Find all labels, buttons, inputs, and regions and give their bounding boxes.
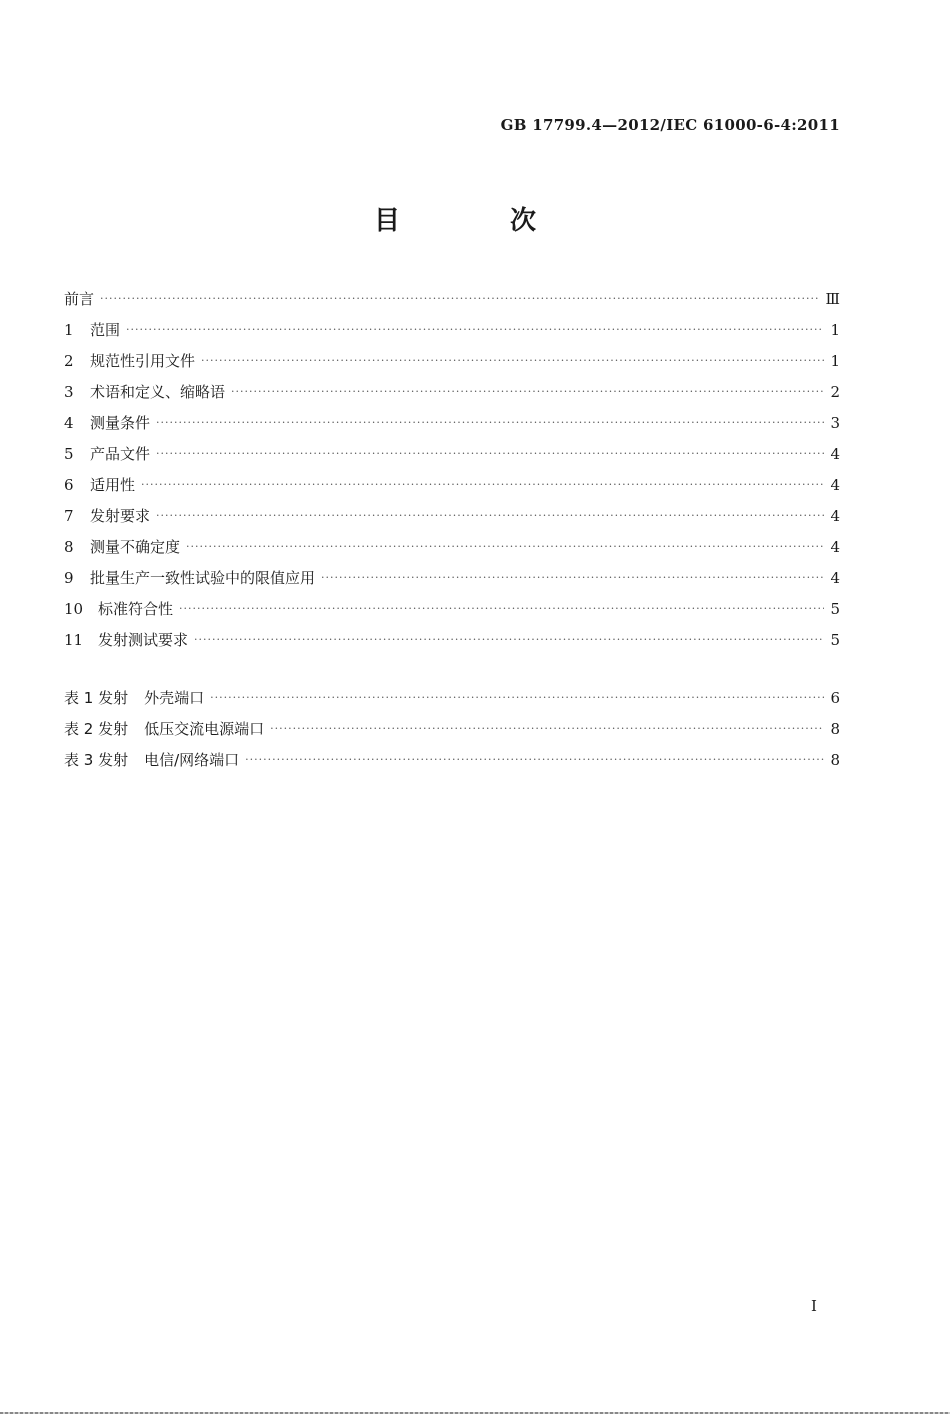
dot-leader	[126, 323, 824, 336]
dot-leader	[210, 691, 824, 704]
toc-table-entry-1[interactable]	[64, 687, 840, 718]
toc-entry-label: 前言	[64, 290, 95, 308]
toc-entry-page: 4	[830, 507, 840, 525]
toc-entry-number: 2	[64, 352, 74, 370]
toc-entry-label: 术语和定义、缩略语	[90, 383, 226, 401]
dot-leader	[179, 602, 824, 615]
toc-entry-page: 5	[830, 600, 840, 618]
table-prefix: 表 2 发射	[64, 720, 129, 738]
toc-entry-page: Ⅲ	[825, 290, 840, 308]
toc-entry-7[interactable]	[64, 505, 840, 536]
standard-code-header: GB 17799.4—2012/IEC 61000-6-4:2011	[500, 116, 840, 134]
toc-entry-page: 3	[830, 414, 840, 432]
page-number: I	[811, 1297, 817, 1315]
toc-entry-11[interactable]	[64, 629, 840, 660]
toc-list	[64, 288, 840, 660]
toc-entry-label: 发射要求	[90, 507, 151, 525]
toc-entry-page: 4	[830, 538, 840, 556]
toc-entry-4[interactable]	[64, 412, 840, 443]
toc-entry-label: 产品文件	[90, 445, 151, 463]
toc-entry-3[interactable]	[64, 381, 840, 412]
toc-entry-10[interactable]	[64, 598, 840, 629]
toc-entry-number: 8	[64, 538, 74, 556]
toc-entry-label: 批量生产一致性试验中的限值应用	[90, 569, 316, 587]
dot-leader	[141, 478, 824, 491]
toc-table-entry-2[interactable]	[64, 718, 840, 749]
toc-entry-page: 1	[830, 352, 840, 370]
dot-leader	[186, 540, 824, 553]
toc-entry-number: 11	[64, 631, 84, 649]
dot-leader	[100, 292, 820, 305]
toc-entry-8[interactable]	[64, 536, 840, 567]
toc-entry-number: 6	[64, 476, 74, 494]
toc-entry-page: 8	[830, 720, 840, 738]
toc-entry-label: 范围	[90, 321, 121, 339]
toc-entry-label: 测量不确定度	[90, 538, 181, 556]
toc-entry-1[interactable]	[64, 319, 840, 350]
toc-entry-page: 2	[830, 383, 840, 401]
toc-entry-page: 1	[830, 321, 840, 339]
dot-leader	[156, 509, 824, 522]
toc-entry-label: 适用性	[90, 476, 136, 494]
dot-leader	[194, 633, 824, 646]
dot-leader	[321, 571, 824, 584]
toc-entry-page: 6	[830, 689, 840, 707]
toc-entry-foreword[interactable]	[64, 288, 840, 319]
table-prefix: 表 1 发射	[64, 689, 129, 707]
toc-entry-number: 10	[64, 600, 84, 618]
toc-title: 目 次	[373, 206, 578, 236]
toc-entry-page: 4	[830, 569, 840, 587]
dot-leader	[156, 447, 824, 460]
dot-leader	[231, 385, 824, 398]
toc-entry-6[interactable]	[64, 474, 840, 505]
dot-leader	[201, 354, 824, 367]
toc-entry-2[interactable]	[64, 350, 840, 381]
dot-leader	[245, 753, 824, 766]
toc-entry-9[interactable]	[64, 567, 840, 598]
toc-entry-label: 低压交流电源端口	[144, 720, 265, 738]
toc-entry-label: 外壳端口	[144, 689, 205, 707]
toc-entry-number: 3	[64, 383, 74, 401]
table-prefix: 表 3 发射	[64, 751, 129, 769]
dot-leader	[156, 416, 824, 429]
toc-entry-number: 9	[64, 569, 74, 587]
toc-entry-label: 规范性引用文件	[90, 352, 196, 370]
toc-entry-page: 4	[830, 476, 840, 494]
dot-leader	[270, 722, 824, 735]
toc-entry-label: 电信/网络端口	[144, 751, 240, 769]
toc-entry-number: 7	[64, 507, 74, 525]
toc-entry-label: 测量条件	[90, 414, 151, 432]
toc-entry-label: 标准符合性	[98, 600, 174, 618]
toc-entry-label: 发射测试要求	[98, 631, 189, 649]
toc-entry-number: 1	[64, 321, 74, 339]
toc-entry-page: 8	[830, 751, 840, 769]
toc-table-entry-3[interactable]	[64, 749, 840, 780]
toc-table-list	[64, 687, 840, 780]
toc-entry-number: 4	[64, 414, 74, 432]
scan-edge-rule	[0, 1412, 950, 1414]
toc-entry-page: 4	[830, 445, 840, 463]
toc-entry-5[interactable]	[64, 443, 840, 474]
toc-entry-number: 5	[64, 445, 74, 463]
toc-entry-page: 5	[830, 631, 840, 649]
